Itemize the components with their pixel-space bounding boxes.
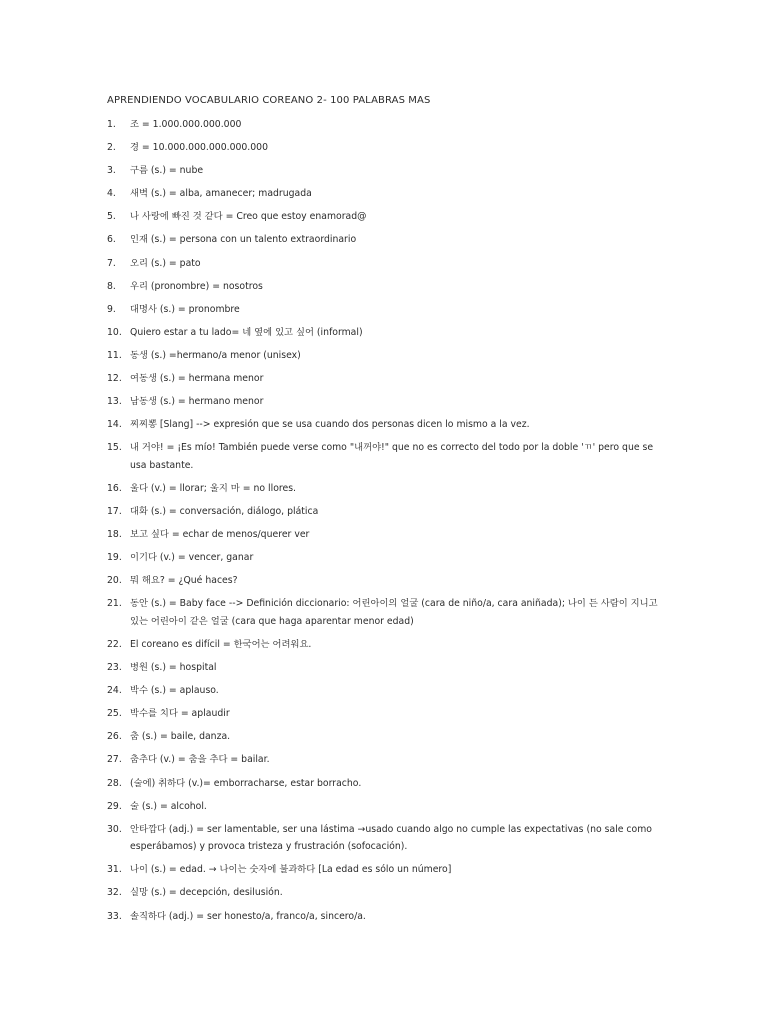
item-text: 춤 (s.) = baile, danza. xyxy=(130,731,231,743)
list-item xyxy=(107,908,667,926)
list-item xyxy=(107,636,667,654)
item-text: 보고 싶다 = echar de menos/querer ver xyxy=(130,529,310,541)
item-number: 32. xyxy=(107,887,122,899)
list-item xyxy=(107,503,667,521)
list-item xyxy=(107,278,667,296)
item-number: 2. xyxy=(107,142,116,154)
item-text: 구름 (s.) = nube xyxy=(130,165,204,177)
item-text: 동생 (s.) =hermano/a menor (unisex) xyxy=(130,349,301,361)
item-number: 25. xyxy=(107,708,122,720)
item-text: 춤추다 (v.) = 춤을 추다 = bailar. xyxy=(130,754,270,766)
item-number: 3. xyxy=(107,165,116,177)
item-text: 경 = 10.000.000.000.000.000 xyxy=(130,142,269,154)
list-item xyxy=(107,370,667,388)
item-text: 나이 (s.) = edad. → 나이는 숫자에 불과하다 [La edad es sólo un número] xyxy=(130,864,452,876)
document-title: APRENDIENDO VOCABULARIO COREANO 2- 100 PALABRAS MAS xyxy=(107,95,431,106)
item-number: 7. xyxy=(107,257,116,269)
item-text: 찌찌뽕 [Slang] --> expresión que se usa cuando dos personas dicen lo mismo a la vez. xyxy=(130,419,530,431)
item-number: 22. xyxy=(107,638,122,650)
item-text: 새벽 (s.) = alba, amanecer; madrugada xyxy=(130,188,312,200)
item-number: 16. xyxy=(107,482,122,494)
item-number: 4. xyxy=(107,188,116,200)
item-text: 인재 (s.) = persona con un talento extraordinario xyxy=(130,234,357,246)
item-text: 오리 (s.) = pato xyxy=(130,257,201,269)
list-item xyxy=(107,231,667,249)
item-number: 33. xyxy=(107,910,122,922)
item-text: 내 거야! = ¡Es mío! También puede verse como "내꺼야!" que no es correcto del todo por la doble 'ㄲ' pero que se usa bastante. xyxy=(130,442,654,471)
list-item xyxy=(107,572,667,590)
item-text: 솔직하다 (adj.) = ser honesto/a, franco/a, sincero/a. xyxy=(130,910,366,922)
list-item xyxy=(107,549,667,567)
item-number: 28. xyxy=(107,777,122,789)
list-item xyxy=(107,526,667,544)
list-item xyxy=(107,705,667,723)
list-item xyxy=(107,416,667,434)
item-text: El coreano es difícil = 한국어는 어려워요. xyxy=(130,638,312,650)
vocabulary-list xyxy=(107,116,667,931)
item-number: 19. xyxy=(107,552,122,564)
item-number: 30. xyxy=(107,823,122,835)
item-number: 11. xyxy=(107,349,122,361)
list-item xyxy=(107,659,667,677)
list-item xyxy=(107,208,667,226)
list-item xyxy=(107,682,667,700)
item-text: Quiero estar a tu lado= 네 옆에 있고 싶어 (informal) xyxy=(130,326,363,338)
list-item xyxy=(107,480,667,498)
list-item xyxy=(107,861,667,879)
item-number: 27. xyxy=(107,754,122,766)
list-item xyxy=(107,775,667,793)
item-text: 대화 (s.) = conversación, diálogo, plática xyxy=(130,506,319,517)
item-text: 이기다 (v.) = vencer, ganar xyxy=(130,552,254,564)
list-item xyxy=(107,821,667,856)
item-number: 15. xyxy=(107,442,122,454)
list-item xyxy=(107,347,667,365)
list-item xyxy=(107,595,667,630)
item-number: 1. xyxy=(107,119,116,130)
item-number: 26. xyxy=(107,731,122,743)
list-item xyxy=(107,162,667,180)
item-text: 나 사랑에 빠진 것 같다 = Creo que estoy enamorad@ xyxy=(130,211,367,223)
item-text: 병원 (s.) = hospital xyxy=(130,662,217,674)
item-text: 남동생 (s.) = hermano menor xyxy=(130,396,264,408)
item-text: 울다 (v.) = llorar; 울지 마 = no llores. xyxy=(130,482,297,494)
item-text: 안타깝다 (adj.) = ser lamentable, ser una lástima →usado cuando algo no cumple las expectativas (no sale como esperábamos) y provoca tristeza y frustración (sofocación). xyxy=(130,823,652,853)
item-text: 여동생 (s.) = hermana menor xyxy=(130,373,264,385)
item-number: 24. xyxy=(107,685,122,697)
item-number: 20. xyxy=(107,575,122,587)
item-text: 박수 (s.) = aplauso. xyxy=(130,685,219,697)
item-text: 실망 (s.) = decepción, desilusión. xyxy=(130,887,283,899)
list-item xyxy=(107,185,667,203)
list-item xyxy=(107,116,667,134)
item-number: 31. xyxy=(107,864,122,876)
item-number: 21. xyxy=(107,598,122,610)
item-text: 우리 (pronombre) = nosotros xyxy=(130,280,263,292)
list-item xyxy=(107,139,667,157)
item-text: 뭐 해요? = ¿Qué haces? xyxy=(130,575,238,587)
list-item xyxy=(107,728,667,746)
item-number: 14. xyxy=(107,419,122,431)
item-number: 6. xyxy=(107,234,116,246)
item-number: 10. xyxy=(107,326,122,338)
item-text: 박수를 치다 = aplaudir xyxy=(130,708,230,720)
list-item xyxy=(107,301,667,319)
item-number: 8. xyxy=(107,280,116,292)
list-item xyxy=(107,798,667,816)
item-number: 29. xyxy=(107,800,122,812)
item-text: 술 (s.) = alcohol. xyxy=(130,800,207,812)
item-number: 5. xyxy=(107,211,116,223)
list-item xyxy=(107,324,667,342)
list-item xyxy=(107,751,667,769)
item-number: 13. xyxy=(107,396,122,408)
list-item xyxy=(107,884,667,902)
item-text: 조 = 1.000.000.000.000 xyxy=(130,119,242,130)
item-text: 대명사 (s.) = pronombre xyxy=(130,303,240,315)
item-number: 12. xyxy=(107,373,122,385)
item-text: (술에) 취하다 (v.)= emborracharse, estar borracho. xyxy=(130,777,362,789)
item-number: 17. xyxy=(107,506,122,517)
list-item xyxy=(107,255,667,273)
list-item xyxy=(107,393,667,411)
list-item xyxy=(107,439,667,474)
item-number: 9. xyxy=(107,303,116,315)
item-number: 18. xyxy=(107,529,122,541)
item-text: 동안 (s.) = Baby face --> Definición diccionario: 어린아이의 얼굴 (cara de niño/a, cara aniñada); 나이 든 사람이 지니고 있는 어린아이 같은 얼굴 (cara que haga aparentar menor edad) xyxy=(130,598,658,627)
item-number: 23. xyxy=(107,662,122,674)
